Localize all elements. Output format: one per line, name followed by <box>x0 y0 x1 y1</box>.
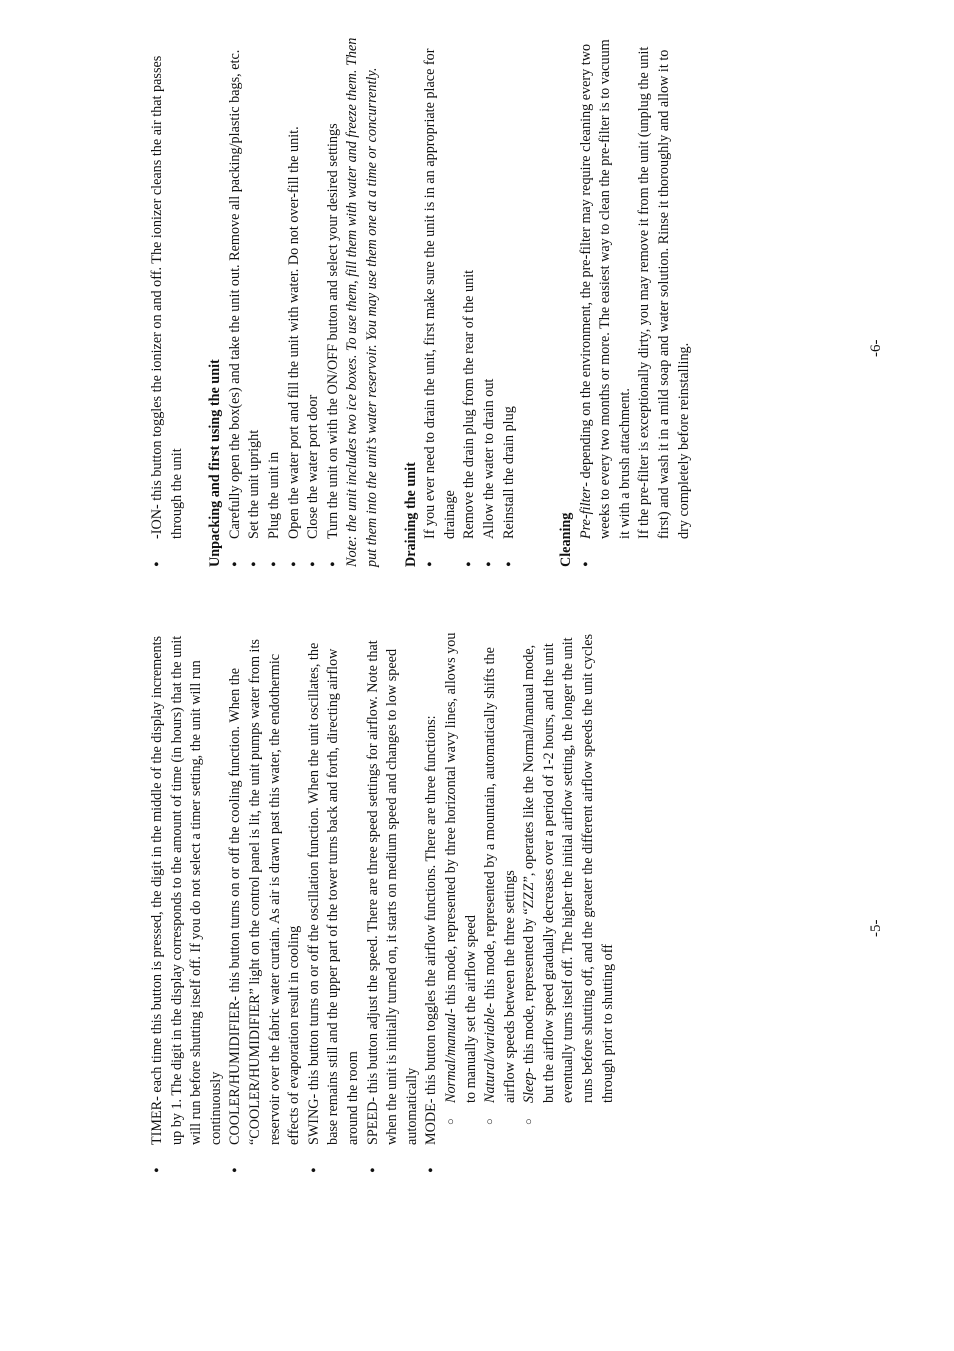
draining-step <box>421 29 460 567</box>
mode-natural-text: - this mode, represented by a mountain, automatically shifts the airflow speeds between the three settings <box>482 647 518 1103</box>
controls-list <box>148 625 618 1173</box>
unpacking-step <box>285 29 305 567</box>
mode-sleep-text: - this mode, represented by “ZZZ”, operates like the Normal/manual mode, but the airflow speed gradually decreases over a period of 1-2 hours, and the unit eventually turns itself off. The higher the initial airflow setting, the longer the unit runs before shutting off, and the greater the different airflow speeds the unit cycles through prior to shutting off <box>521 633 616 1103</box>
unpacking-step <box>245 29 265 567</box>
swing-item <box>305 625 364 1173</box>
prefilter-item <box>577 29 695 567</box>
ice-box-note: Note: the unit includes two ice boxes. To use them, fill them with water and freeze them. Then put them into the unit’s water reservoir. You may use them one at a time or concurrently. <box>344 37 380 567</box>
draining-step <box>460 29 480 567</box>
prefilter-name: Pre-filter <box>577 486 594 539</box>
timer-item <box>148 625 226 1173</box>
ion-list <box>148 29 187 567</box>
mode-sublist <box>442 625 618 1145</box>
mode-text: MODE- this button toggles the airflow functions. There are three functions: <box>423 715 440 1145</box>
unpacking-step-text: Open the water port and fill the unit with water. Do not over-fill the unit. <box>285 126 302 539</box>
draining-step <box>480 29 500 567</box>
mode-natural-name: Natural/variable <box>482 1007 499 1103</box>
mode-normal-item <box>442 625 481 1125</box>
mode-natural-item <box>481 625 520 1125</box>
prefilter-text: - depending on the environment, the pre-filter may require cleaning every two weeks to every two months or more. The easiest way to clean the pre-filter is to vacuum it with a brush attachment. <box>577 39 633 539</box>
unpacking-step <box>304 29 324 567</box>
right-column <box>148 29 694 567</box>
unpacking-step <box>265 29 285 567</box>
mode-sleep-name: Sleep <box>521 1072 538 1103</box>
ion-item <box>148 29 187 567</box>
speed-text: SPEED- this button adjust the speed. There are three speed settings for airflow. Note that when the unit is initially turned on, it starts on medium speed and changes to low speed automatically <box>364 640 420 1145</box>
cooler-item <box>226 625 304 1173</box>
swing-text: SWING- this button turns on or off the oscillation function. When the unit oscillates, the base remains still and the upper part of the tower turns back and forth, directing airflow around the room <box>305 642 361 1145</box>
unpacking-heading: Unpacking and first using the unit <box>207 359 224 567</box>
cleaning-list <box>577 29 695 567</box>
mode-normal-name: Normal/manual <box>442 1013 459 1103</box>
prefilter-text-2: If the pre-filter is exceptionally dirty, you may remove it from the unit (unplug the unit first) and wash it in a mild soap and water solution. Rinse it thoroughly and allow it to dry completely before reinstalling. <box>636 46 692 539</box>
draining-heading: Draining the unit <box>402 462 419 567</box>
speed-item <box>364 625 423 1173</box>
unpacking-step-text: Turn the unit on with the ON/OFF button and select your desired settings <box>324 123 341 539</box>
unpacking-list <box>226 29 344 567</box>
timer-text: TIMER- each time this button is pressed, the digit in the middle of the display increments up by 1. The digit in the display corresponds to the amount of time (in hours) that the unit will run before shutting itself off. If you do not select a timer setting, the unit will run continuously <box>149 635 224 1145</box>
unpacking-step <box>226 29 246 567</box>
unpacking-step-text: Carefully open the box(es) and take the unit out. Remove all packing/plastic bags, etc. <box>226 49 243 539</box>
unpacking-step-text: Close the water port door <box>305 394 322 539</box>
mode-item <box>422 625 618 1173</box>
ion-text: -ION- this button toggles the ionizer on and off. The ionizer cleans the air that passes through the unit <box>149 55 185 539</box>
mode-normal-text: - this mode, represented by three horizontal wavy lines, allows you to manually set the airflow speed <box>442 632 479 1103</box>
page-number-left: -5- <box>868 919 884 937</box>
page-number-right: -6- <box>868 339 884 357</box>
draining-step-text: If you ever need to drain the unit, first make sure the unit is in an appropriate place for drainage <box>422 48 458 539</box>
draining-step <box>500 29 520 567</box>
cooler-text: COOLER/HUMIDIFIER- this button turns on or off the cooling function. When the “COOLER/HUMIDIFIER” light on the control panel is lit, the unit pumps water from its reservoir over the fabric water curtain. As air is drawn past this water, the endothermic effects of evaporation result in cooling <box>227 639 303 1145</box>
unpacking-step-text: Set the unit upright <box>246 429 263 539</box>
cleaning-heading: Cleaning <box>558 512 575 567</box>
draining-step-text: Remove the drain plug from the rear of the unit <box>461 269 478 539</box>
unpacking-step <box>324 29 344 567</box>
left-column <box>148 625 618 1173</box>
draining-step-text: Reinstall the drain plug <box>500 406 517 539</box>
mode-sleep-item <box>520 625 618 1125</box>
unpacking-step-text: Plug the unit in <box>265 451 282 539</box>
draining-step-text: Allow the water to drain out <box>480 378 497 539</box>
draining-list <box>421 29 519 567</box>
